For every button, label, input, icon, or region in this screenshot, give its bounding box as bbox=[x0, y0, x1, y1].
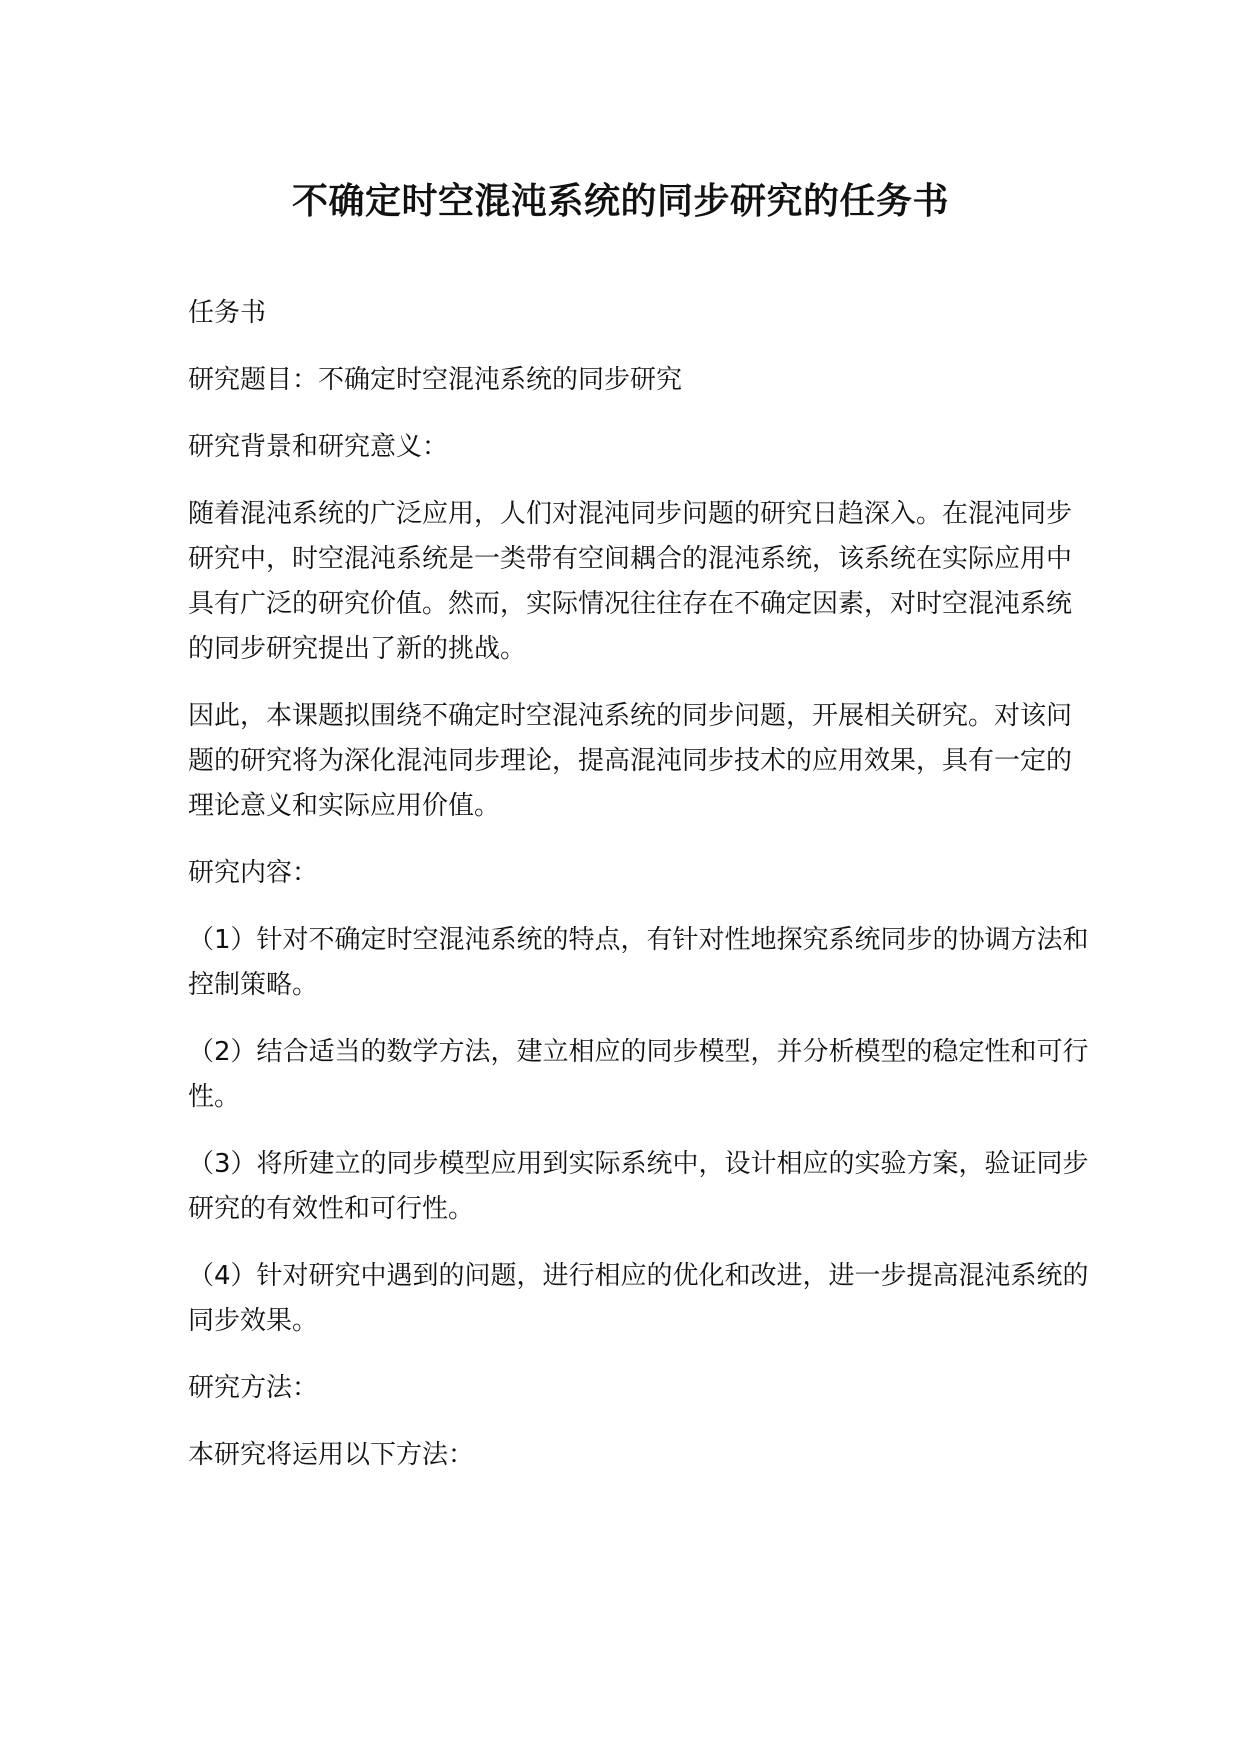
paragraph-methods-intro: 本研究将运用以下方法： bbox=[188, 1440, 475, 1470]
paragraph-background-2: 因此，本课题拟围绕不确定时空混沌系统的同步问题，开展相关研究。对该问题的研究将为深化混沌同步理论，提高混沌同步技术的应用效果，具有一定的理论意义和实际应用价值。 bbox=[188, 701, 1073, 821]
content-item-2: （2）结合适当的数学方法，建立相应的同步模型，并分析模型的稳定性和可行性。 bbox=[188, 1037, 1089, 1112]
heading-research-content: 研究内容： bbox=[188, 858, 319, 888]
heading-research-methods: 研究方法： bbox=[188, 1373, 319, 1403]
paragraph-research-topic: 研究题目：不确定时空混沌系统的同步研究 bbox=[188, 365, 683, 395]
content-item-3: （3）将所建立的同步模型应用到实际系统中，设计相应的实验方案，验证同步研究的有效性和可行性。 bbox=[188, 1149, 1089, 1224]
document-body bbox=[188, 291, 1093, 1500]
document-title: 不确定时空混沌系统的同步研究的任务书 bbox=[291, 181, 949, 222]
content-item-1: （1）针对不确定时空混沌系统的特点，有针对性地探究系统同步的协调方法和控制策略。 bbox=[188, 925, 1089, 1000]
paragraph-background-1: 随着混沌系统的广泛应用，人们对混沌同步问题的研究日趋深入。在混沌同步研究中，时空混沌系统是一类带有空间耦合的混沌系统，该系统在实际应用中具有广泛的研究价值。然而，实际情况往往存在不确定因素，对时空混沌系统的同步研究提出了新的挑战。 bbox=[188, 499, 1073, 664]
paragraph-task-book-label: 任务书 bbox=[188, 298, 267, 328]
content-item-4: （4）针对研究中遇到的问题，进行相应的优化和改进，进一步提高混沌系统的同步效果。 bbox=[188, 1261, 1089, 1336]
heading-background-significance: 研究背景和研究意义： bbox=[188, 432, 449, 462]
